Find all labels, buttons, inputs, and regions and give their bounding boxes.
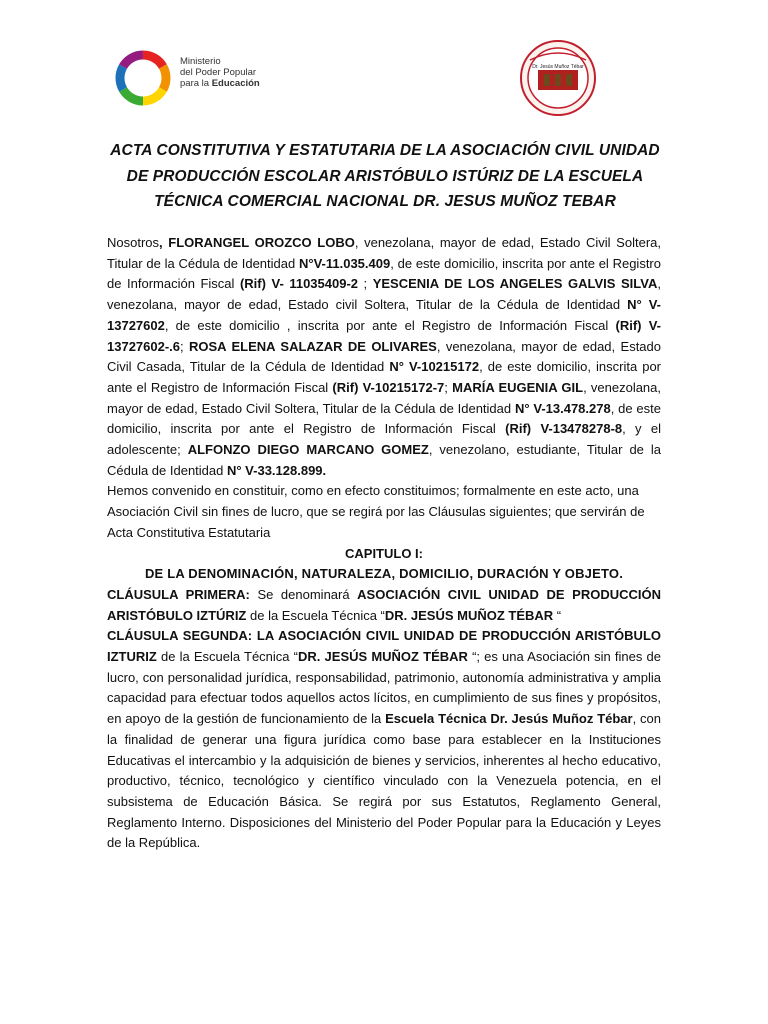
text-run: ; [180, 338, 190, 354]
id-number-2: N° V-13727602 [107, 297, 661, 333]
person-name-4: MARÍA EUGENIA GIL [452, 379, 584, 395]
text-run: de la Escuela Técnica “ [156, 649, 299, 665]
school-name: DR. JESÚS MUÑOZ TÉBAR [384, 607, 554, 623]
school-name: DR. JESÚS MUÑOZ TÉBAR [298, 649, 468, 665]
id-number-1: N°V-11.035.409 [298, 255, 391, 271]
text-run: , venezolana, mayor de edad, Estado Civil Soltera, Titular de la Cédula de Identidad [107, 379, 662, 416]
text-run: ; [358, 276, 373, 292]
person-name-5: ALFONZO DIEGO MARCANO GOMEZ [187, 442, 429, 458]
text-run: “ [553, 607, 562, 623]
id-number-5: N° V-33.128.899. [226, 462, 327, 478]
text-run: , de este domicilio , inscrita por ante el Registro de Información Fiscal [164, 317, 616, 333]
text-run: , venezolana, mayor de edad, Estado Civil Casada, Titular de la Cédula de Identidad [107, 338, 661, 375]
id-number-4: N° V-13.478.278 [514, 400, 611, 416]
person-name-3: ROSA ELENA SALAZAR DE OLIVARES [189, 338, 437, 354]
clause-first-label: CLÁUSULA PRIMERA: [107, 586, 250, 602]
rif-number-2: (Rif) V- 13727602-.6 [107, 317, 661, 354]
ministry-logo [112, 50, 272, 110]
text-run: Se denominará [249, 586, 358, 602]
text-run: , venezolana, mayor de edad, Estado Civil Soltera, Titular de la Cédula de Identidad [107, 235, 661, 271]
document-title: ACTA CONSTITUTIVA Y ESTATUTARIA DE LA ASOCIACIÓN CIVIL UNIDAD DE PRODUCCIÓN ESCOLAR ARISTÓBULO ISTÚRIZ DE LA ESCUELA TÉCNICA COMERCIAL NACIONAL DR. JESUS MUÑOZ TEBAR [110, 142, 660, 210]
ministry-line-2: del Poder Popular [180, 67, 257, 78]
rif-number-3: (Rif) V-10215172-7 [332, 379, 445, 395]
text-run: , venezolano, estudiante, Titular de la Cédula de Identidad [107, 442, 661, 478]
chapter-heading: CAPITULO I: [345, 545, 423, 561]
text-run: , de este domicilio, inscrita por ante el Registro de Información Fiscal [107, 400, 662, 437]
text-run: , de este domicilio, inscrita por ante el Registro de Información Fiscal [107, 359, 662, 395]
text-run: , y el adolescente; [107, 421, 661, 458]
rif-number-4: (Rif) V-13478278-8 [505, 421, 623, 437]
id-number-3: N° V-10215172 [389, 359, 480, 375]
letterhead [0, 40, 768, 120]
clause-second [107, 626, 661, 854]
text-run: , de este domicilio, inscrita por ante el Registro de Información Fiscal [107, 255, 661, 292]
paragraph-parties [107, 233, 661, 481]
clause-second-label: CLÁUSULA SEGUNDA: LA ASOCIACIÓN CIVIL UNIDAD DE PRODUCCIÓN ARISTÓBULO IZTURIZ [107, 628, 661, 665]
text-run: , venezolana, mayor de edad, Estado civil Soltera, Titular de la Cédula de Identidad [107, 276, 661, 313]
document-body [107, 233, 661, 854]
ministry-line-3b: Educación [211, 78, 260, 89]
text-run: “; es una Asociación sin fines de lucro, con personalidad jurídica, responsabilidad, patrimonio, autonomía administrativa y amplia capacidad para efectuar todos aquellos actos lícitos, en cumplimiento de sus fines y propósitos, en apoyo de la gestión de funcionamiento de la [107, 649, 662, 727]
ministry-name [180, 56, 260, 89]
school-seal-icon [508, 40, 608, 120]
person-name-1: , FLORANGEL OROZCO LOBO [159, 235, 355, 250]
text-run: ; [444, 379, 453, 395]
text-run: de la Escuela Técnica “ [246, 607, 385, 623]
seal-name: Dr. Jesús Muñoz Tébar [532, 64, 584, 70]
ministry-line-1: Ministerio [180, 56, 221, 67]
school-seal [508, 40, 608, 120]
school-full-name: Escuela Técnica Dr. Jesús Muñoz Tébar [385, 711, 633, 727]
ministry-emblem-icon [112, 50, 174, 106]
text-run: , con la finalidad de generar una figura jurídica como base para establecer en la Instituciones Educativas el intercambio y la adquisición de bienes y servicios, inherentes al hecho educativo, productivo, técnico, tecnológico y científico vinculado con la Venezuela potencia, en el subsistema de Educación Básica. Se regirá por sus Estatutos, Reglamento General, Reglamento Interno. Disposiciones del Ministerio del Poder Popular para la Educación y Leyes de la República. [107, 711, 662, 851]
ministry-line-3a: para la [180, 78, 212, 89]
association-name: ASOCIACIÓN CIVIL UNIDAD DE PRODUCCIÓN ARISTÓBULO IZTÚRIZ [107, 586, 661, 623]
chapter-title: DE LA DENOMINACIÓN, NATURALEZA, DOMICILIO, DURACIÓN Y OBJETO. [144, 566, 624, 582]
text-run: Nosotros [107, 235, 160, 250]
rif-number-1: (Rif) V- 11035409-2 [239, 276, 359, 292]
ministry-line-3 [180, 78, 260, 89]
paragraph-agreement: Hemos convenido en constituir, como en efecto constituimos; formalmente en este acto, una Asociación Civil sin fines de lucro, que se regirá por las Cláusulas siguientes; que servirán de Acta Constitutiva Estatutaria [107, 483, 645, 540]
person-name-2: YESCENIA DE LOS ANGELES GALVIS SILVA [372, 276, 658, 292]
clause-first [107, 585, 661, 626]
